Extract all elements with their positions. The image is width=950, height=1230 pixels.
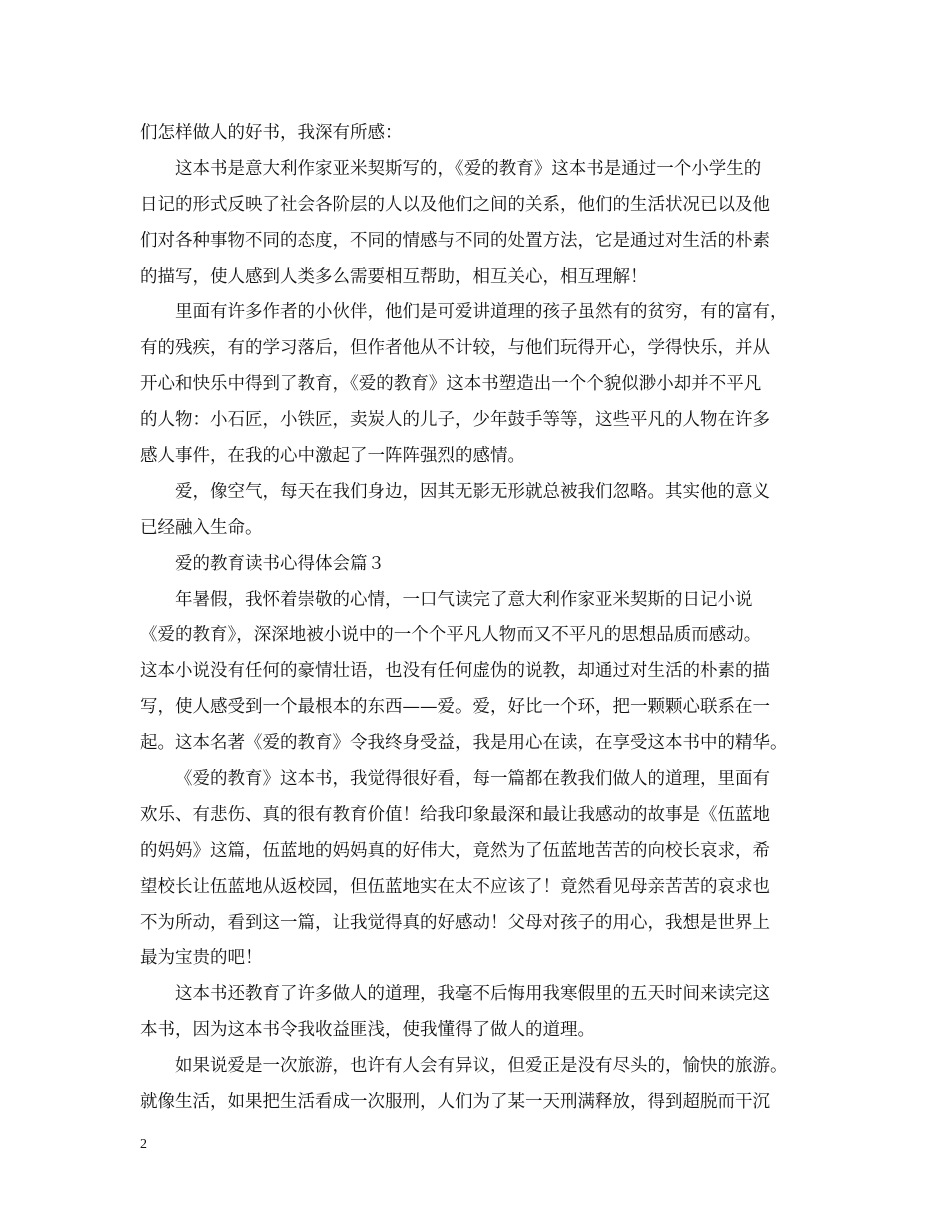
text-line: 爱，像空气，每天在我们身边，因其无影无形就总被我们忽略。其实他的意义 [175, 481, 770, 502]
text-line: 这本书还教育了许多做人的道理，我毫不后悔用我寒假里的五天时间来读完这 [175, 984, 770, 1005]
text-line: 开心和快乐中得到了教育，《爱的教育》这本书塑造出一个个貌似渺小却并不平凡 [140, 374, 762, 395]
text-line: 如果说爱是一次旅游，也许有人会有异议，但爱正是没有尽头的，愉快的旅游。 [175, 1056, 788, 1077]
text-line: 已经融入生命。 [140, 517, 263, 538]
text-line: 《爱的教育》，深深地被小说中的一个个平凡人物而又不平凡的思想品质而感动。 [140, 625, 762, 646]
text-line: 感人事件，在我的心中激起了一阵阵强烈的感情。 [140, 446, 525, 467]
text-line: 本书，因为这本书令我收益匪浅，使我懂得了做人的道理。 [140, 1020, 595, 1041]
text-line: 们对各种事物不同的态度，不同的情感与不同的处置方法，它是通过对生活的朴素 [140, 230, 770, 251]
text-line: 这本书是意大利作家亚米契斯写的，《爱的教育》这本书是通过一个小学生的 [175, 158, 762, 179]
text-line: 年暑假，我怀着崇敬的心情，一口气读完了意大利作家亚米契斯的日记小说 [175, 589, 753, 610]
text-line: 欢乐、有悲伤、真的很有教育价值！给我印象最深和最让我感动的故事是《伍蓝地 [140, 804, 770, 825]
text-line: 的妈妈》这篇，伍蓝地的妈妈真的好伟大，竟然为了伍蓝地苦苦的向校长哀求，希 [140, 840, 770, 861]
text-line: 就像生活，如果把生活看成一次服刑，人们为了某一天刑满释放，得到超脱而干沉 [140, 1092, 770, 1113]
text-line: 这本小说没有任何的豪情壮语，也没有任何虚伪的说教，却通过对生活的朴素的描 [140, 661, 770, 682]
text-line: 的人物：小石匠，小铁匠，卖炭人的儿子，少年鼓手等等，这些平凡的人物在许多 [140, 410, 770, 431]
text-line: 里面有许多作者的小伙伴，他们是可爱讲道理的孩子虽然有的贫穷，有的富有， [175, 302, 788, 323]
section-heading: 爱的教育读书心得体会篇３ [175, 553, 385, 574]
document-body [140, 116, 816, 1121]
text-line: 最为宝贵的吧！ [140, 948, 263, 969]
text-line: 们怎样做人的好书，我深有所感： [140, 123, 403, 143]
text-line: 日记的形式反映了社会各阶层的人以及他们之间的关系，他们的生活状况已以及他 [140, 194, 770, 215]
text-line: 望校长让伍蓝地从返校园，但伍蓝地实在太不应该了！竟然看见母亲苦苦的哀求也 [140, 876, 770, 897]
text-line: 的描写，使人感到人类多么需要相互帮助，相互关心，相互理解！ [140, 266, 648, 287]
text-line: 写，使人感受到一个最根本的东西——爱。爱，好比一个环，把一颗颗心联系在一 [140, 697, 770, 718]
text-line: 不为所动，看到这一篇，让我觉得真的好感动！父母对孩子的用心，我想是世界上 [140, 912, 770, 933]
text-line: 《爱的教育》这本书，我觉得很好看，每一篇都在教我们做人的道理，里面有 [175, 769, 770, 790]
text-line: 起。这本名著《爱的教育》令我终身受益，我是用心在读，在享受这本书中的精华。 [140, 733, 788, 754]
text-line: 有的残疾，有的学习落后，但作者他从不计较，与他们玩得开心，学得快乐，并从 [140, 338, 770, 359]
page-number: 2 [140, 1137, 147, 1152]
